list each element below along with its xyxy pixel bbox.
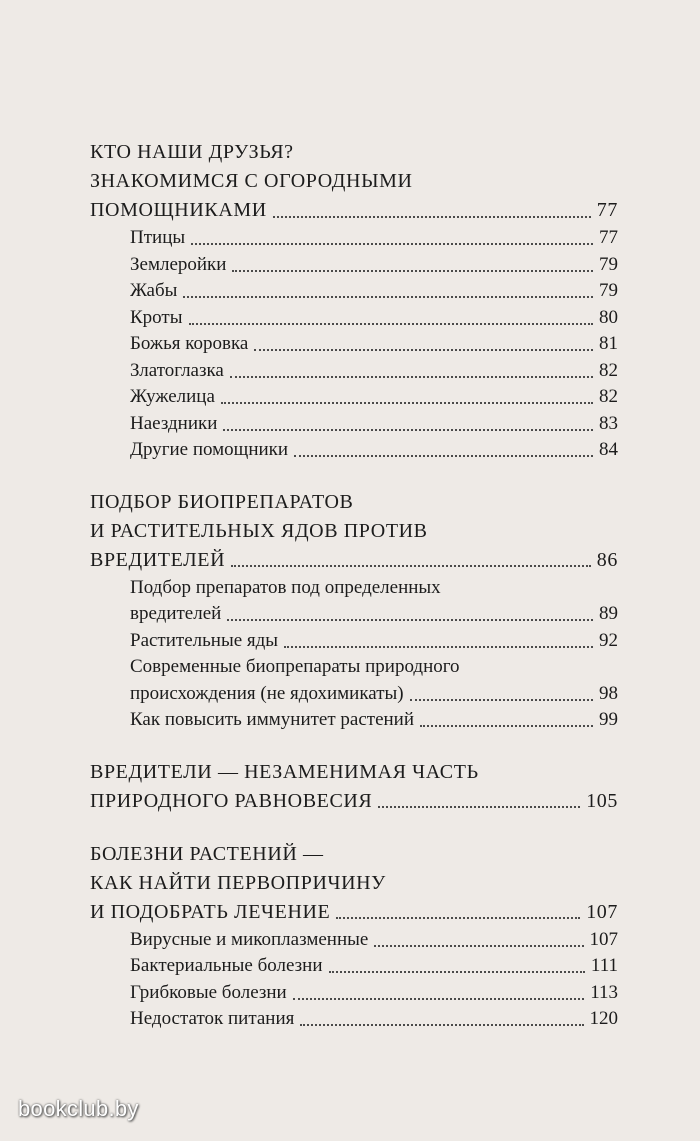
- section-heading-entry[interactable]: [90, 196, 618, 225]
- section-heading-line: БОЛЕЗНИ РАСТЕНИЙ —: [90, 842, 324, 865]
- toc-entry-label: Вирусные и микоплазменные: [130, 928, 369, 950]
- toc-entry[interactable]: [130, 953, 618, 980]
- section-heading-line: КАК НАЙТИ ПЕРВОПРИЧИНУ: [90, 871, 386, 894]
- subsection-title-line: Подбор препаратов под определенных: [130, 576, 441, 598]
- dot-leader: [284, 646, 593, 648]
- section-heading-line: ПОДБОР БИОПРЕПАРАТОВ: [90, 490, 354, 513]
- dot-leader: [300, 1024, 583, 1026]
- toc-entry[interactable]: [130, 358, 618, 385]
- toc-entry[interactable]: [130, 707, 618, 734]
- section-heading-label: ВРЕДИТЕЛЕЙ: [90, 548, 226, 571]
- toc-entry[interactable]: [130, 1006, 618, 1033]
- toc-entry-label: вредителей: [130, 603, 222, 624]
- toc-entry[interactable]: [130, 411, 618, 438]
- section-heading-line: ВРЕДИТЕЛИ — НЕЗАМЕНИМАЯ ЧАСТЬ: [90, 760, 479, 783]
- page-number: 82: [599, 359, 618, 381]
- section-heading-entry[interactable]: [90, 898, 618, 927]
- section-heading-label: И ПОДОБРАТЬ ЛЕЧЕНИЕ: [90, 900, 331, 923]
- table-of-contents: [90, 138, 618, 1057]
- page-number: 81: [599, 333, 618, 354]
- toc-entry-label: Как повысить иммунитет растений: [130, 709, 415, 730]
- toc-entry[interactable]: [130, 331, 618, 358]
- page-number: 98: [599, 682, 618, 704]
- toc-entry-label: Грибковые болезни: [130, 981, 287, 1003]
- section-heading-line: ЗНАКОМИМСЯ С ОГОРОДНЫМИ: [90, 170, 413, 192]
- section-heading-line: И РАСТИТЕЛЬНЫХ ЯДОВ ПРОТИВ: [90, 519, 428, 542]
- toc-entry[interactable]: [130, 927, 618, 954]
- dot-leader: [223, 429, 593, 431]
- page-number: 107: [589, 928, 618, 950]
- page-number: 83: [599, 412, 618, 434]
- page-number: 89: [599, 603, 618, 624]
- toc-entry-label: Другие помощники: [130, 439, 289, 460]
- page-number: 120: [589, 1008, 618, 1029]
- dot-leader: [420, 725, 593, 727]
- toc-entry[interactable]: [130, 980, 618, 1007]
- toc-entry-label: Землеройки: [130, 253, 227, 275]
- dot-leader: [231, 565, 591, 567]
- watermark: bookclub.by: [18, 1096, 139, 1121]
- page-number: 92: [599, 629, 618, 651]
- page-number: 86: [596, 548, 618, 571]
- dot-leader: [329, 971, 585, 973]
- dot-leader: [273, 216, 591, 218]
- toc-entry[interactable]: [130, 437, 618, 464]
- toc-section: [90, 138, 618, 464]
- dot-leader: [221, 402, 593, 404]
- page-number: 79: [599, 253, 618, 275]
- page-number: 107: [586, 900, 618, 923]
- subsection-list: [130, 575, 618, 734]
- page-number: 77: [596, 199, 618, 221]
- dot-leader: [410, 699, 593, 701]
- toc-entry-label: Кроты: [130, 306, 183, 328]
- toc-entry-label: Жабы: [130, 280, 178, 301]
- page-number: 82: [599, 386, 618, 407]
- dot-leader: [378, 806, 580, 808]
- dot-leader: [232, 270, 593, 272]
- toc-entry[interactable]: [130, 681, 618, 708]
- dot-leader: [191, 243, 593, 245]
- toc-entry[interactable]: [130, 628, 618, 655]
- section-heading-entry[interactable]: [90, 787, 618, 816]
- section-heading-label: ПОМОЩНИКАМИ: [90, 199, 267, 221]
- toc-section: [90, 488, 618, 734]
- dot-leader: [254, 349, 593, 351]
- toc-entry[interactable]: [130, 384, 618, 411]
- dot-leader: [230, 376, 593, 378]
- page-number: 105: [586, 789, 618, 812]
- toc-entry[interactable]: [130, 278, 618, 305]
- toc-entry-label: Жужелица: [130, 386, 215, 407]
- dot-leader: [189, 323, 594, 325]
- toc-entry-label: Недостаток питания: [130, 1008, 295, 1029]
- toc-section: [90, 840, 618, 1033]
- toc-entry-label: Наездники: [130, 412, 218, 434]
- dot-leader: [374, 945, 583, 947]
- dot-leader: [227, 619, 593, 621]
- toc-entry-label: Растительные яды: [130, 629, 279, 651]
- dot-leader: [183, 296, 593, 298]
- page-number: 84: [599, 439, 618, 460]
- toc-entry-label: Божья коровка: [130, 333, 249, 354]
- toc-entry-label: происхождения (не ядохимикаты): [130, 682, 404, 704]
- subsection-list: [130, 225, 618, 464]
- toc-entry[interactable]: [130, 305, 618, 332]
- toc-entry[interactable]: [130, 225, 618, 252]
- toc-entry-label: Бактериальные болезни: [130, 955, 323, 976]
- page-number: 99: [599, 709, 618, 730]
- toc-entry[interactable]: [130, 601, 618, 628]
- toc-entry[interactable]: [130, 252, 618, 279]
- dot-leader: [336, 917, 580, 919]
- toc-section: [90, 758, 618, 816]
- subsection-list: [130, 927, 618, 1033]
- page-number: 80: [599, 306, 618, 328]
- section-heading-entry[interactable]: [90, 546, 618, 575]
- page-number: 77: [599, 227, 618, 248]
- toc-entry-label: Златоглазка: [130, 359, 224, 381]
- subsection-title-line: Современные биопрепараты природного: [130, 656, 460, 677]
- page-number: 113: [590, 981, 618, 1003]
- section-heading-line: КТО НАШИ ДРУЗЬЯ?: [90, 141, 294, 163]
- dot-leader: [294, 455, 593, 457]
- page-number: 111: [590, 955, 618, 976]
- section-heading-label: ПРИРОДНОГО РАВНОВЕСИЯ: [90, 789, 373, 812]
- dot-leader: [293, 998, 584, 1000]
- toc-entry-label: Птицы: [130, 227, 186, 248]
- page-number: 79: [599, 280, 618, 301]
